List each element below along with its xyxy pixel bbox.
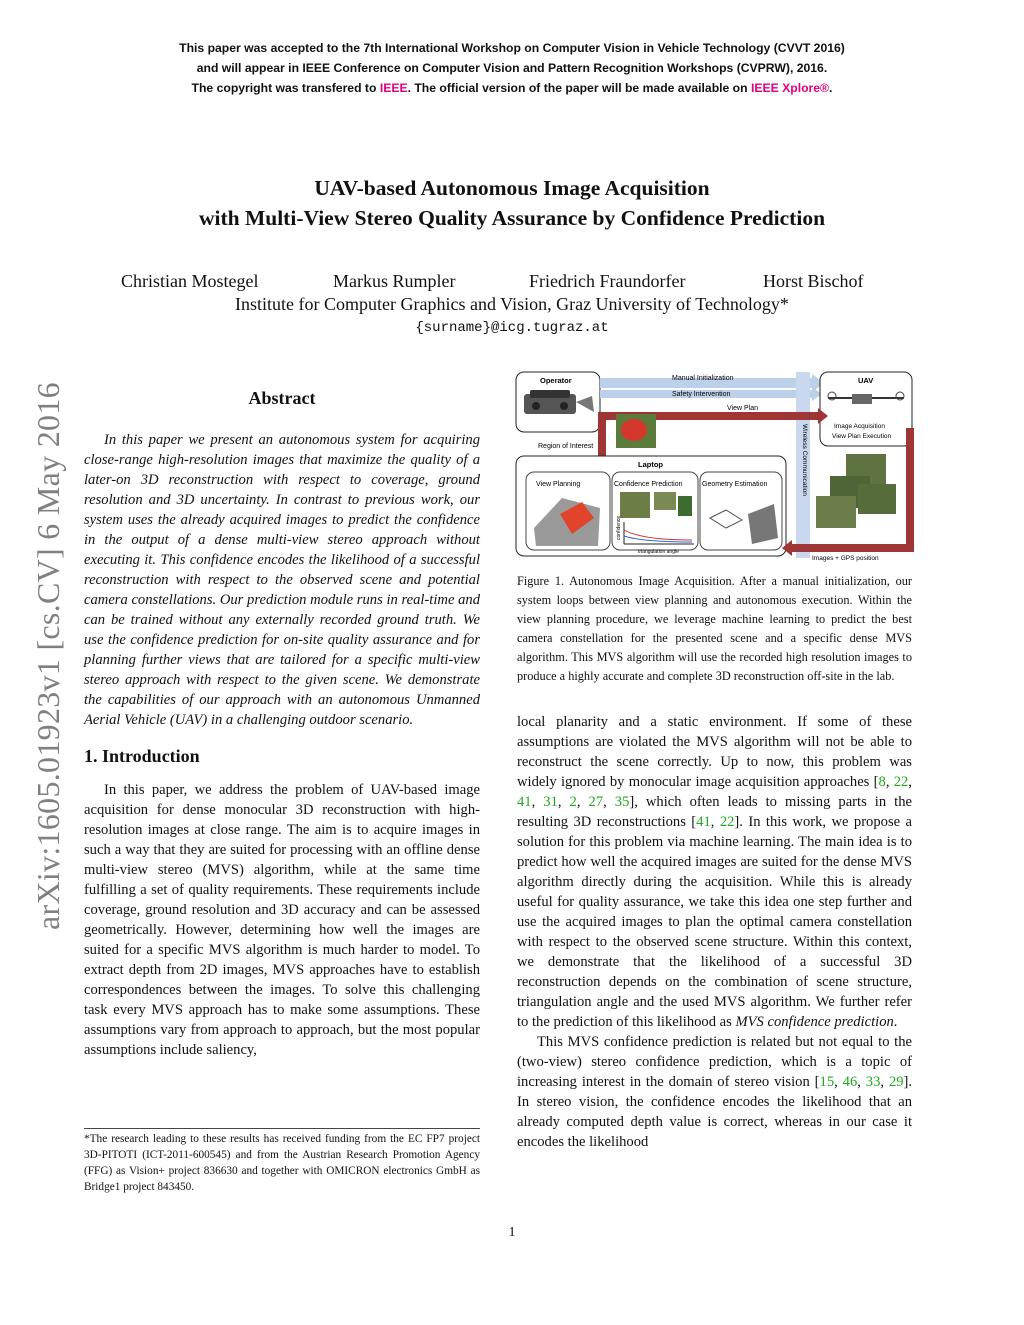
intro-paragraph: In this paper, we address the problem of UAV-based image acquisition for dense monocular 3D reconstruction with high-resolution images at close range. The aim is to acquire images in such a way that they are suited for processing with an offline dense multi-view stereo (MVS) algorithm, while at the same time fulfilling a set of quality requirements. These requirements include coverage, ground resolution and 3D accuracy and can be assessed geometrically. However, determining how well the images are suited for a specific MVS algorithm is much harder to model. To extract depth from 2D images, MVS approaches have to establish correspondences between the images. To solve this challenging task every MVS approach has to make some assumptions. These assumptions vary from approach to approach, but the most popular assumptions include saliency, (84, 782, 480, 1058)
image-acq-label: Image Acquisition (834, 423, 885, 430)
citation-link[interactable]: 46 (842, 1074, 858, 1090)
citation-link[interactable]: 35 (614, 794, 630, 810)
safety-label: Safety Intervention (672, 391, 731, 398)
citation-link[interactable]: 22 (719, 814, 735, 830)
author-name: Christian Mostegel (121, 271, 259, 291)
abstract-text: In this paper we present an autonomous system for acquiring close-range high-resolution images that maximize the quality of a later-on 3D reconstruction with respect to coverage, ground resolution and 3D uncertainty. In contrast to previous work, our system uses the already acquired images to predict the confidence in the output of a dense multi-view stereo approach without executing it. This confidence encodes the likelihood of a successful reconstruction with respect to the observed scene and potential camera constellations. Our prediction module runs in real-time and can be trained without any externally recorded ground truth. We use the confidence prediction for on-site quality assurance and for planning further views that are tailored for a specific multi-view stereo approach with respect to the given scene. We demonstrate the capabilities of our approach with an autonomous Unmanned Aerial Vehicle (UAV) in a challenging outdoor scenario. (84, 432, 480, 728)
acquired-image (816, 496, 856, 528)
arxiv-identifier: arXiv:1605.01923v1 [cs.CV] 6 May 2016 (30, 382, 66, 930)
citation-link[interactable]: 41 (517, 794, 532, 810)
triangulation-axis-label: triangulation angle (638, 549, 679, 555)
ieee-xplore-link[interactable]: IEEE Xplore® (750, 81, 830, 95)
email-address: {surname}@icg.tugraz.at (415, 320, 609, 336)
author-name: Friedrich Fraundorfer (529, 271, 686, 291)
images-gps-arrow (906, 428, 914, 552)
region-label: Region of Interest (538, 443, 594, 450)
page-number: 1 (508, 1225, 516, 1240)
operator-label: Operator (540, 376, 572, 385)
figure-1-caption: Figure 1. Autonomous Image Acquisition. After a manual initialization, our system loops between view planning and autonomous execution. Within the view planning procedure, we leverage machine learning to predict the best camera constellation for the presented scene and a specific dense MVS algorithm. This MVS algorithm will use the recorded high resolution images to produce a highly accurate and complete 3D reconstruction off-site in the lab. (517, 574, 912, 683)
body-paragraph: local planarity and a static environment. If some of these assumptions are violated the MVS algorithm will not be able to reconstruct the scene correctly. Up to now, this problem was widely ignored by monocular image acquisition approaches [8, 22, 41, 31, 2, 27, 35], which often leads to missing parts in the resulting 3D reconstructions [41, 22]. In this work, we propose a solution for this problem via machine learning. The main idea is to predict how well the acquired images are suited for the dense MVS algorithm directly during the acquisition. While this is already useful for quality assurance, we take this idea one step further and use the acquired images to plan the optimal camera constellation with respect to the observed scene structure. Within this context, we demonstrate that the likelihood of a successful 3D reconstruction depends on the combination of scene structure, triangulation angle and the used MVS algorithm. We further refer to the prediction of this likelihood as MVS confidence prediction. (517, 714, 912, 1030)
citation-link[interactable]: 8 (878, 774, 886, 790)
right-column (517, 712, 912, 1152)
citation-link[interactable]: 27 (588, 794, 604, 810)
citation-link[interactable]: 41 (696, 814, 711, 830)
affiliation: Institute for Computer Graphics and Vision, Graz University of Technology* (235, 294, 789, 314)
citation-link[interactable]: 33 (865, 1074, 881, 1090)
conf-pred-label: Confidence Prediction (614, 481, 683, 488)
paper-title: UAV-based Autonomous Image Acquisition with Multi-View Stereo Quality Assurance by Confidence Prediction (198, 176, 826, 230)
laptop-label: Laptop (638, 460, 663, 469)
ieee-link[interactable]: IEEE (379, 81, 408, 95)
view-planning-label: View Planning (536, 481, 581, 488)
banner-line-2: and will appear in IEEE Conference on Computer Vision and Pattern Recognition Workshops (CVPRW), 2016. (196, 61, 828, 75)
citation-link[interactable]: 29 (888, 1074, 904, 1090)
banner-line-1: This paper was accepted to the 7th International Workshop on Computer Vision in Vehicle Technology (CVVT 2016) (179, 41, 845, 55)
author-name: Horst Bischof (763, 271, 864, 291)
abstract-heading: Abstract (248, 388, 316, 408)
citation-link[interactable]: 2 (569, 794, 577, 810)
manual-init-label: Manual Initialization (672, 375, 734, 382)
banner-line-3: The copyright was transfered to IEEE. The official version of the paper will be made available on IEEE Xplore®. (191, 81, 833, 95)
confidence-axis-label: confidence (616, 515, 622, 540)
footnote: *The research leading to these results has received funding from the EC FP7 project 3D-PITOTI (ICT-2011-600545) and from the Austrian Research Promotion Agency (FFG) as Vision+ project 836630 and together with OMICRON electronics GmbH as Bridge1 project 843450. (84, 1128, 480, 1195)
figure-1-diagram (512, 368, 917, 566)
wireless-label: Wireless Communication (801, 424, 808, 496)
citation-link[interactable]: 31 (543, 794, 558, 810)
view-plan-exec-label: View Plan Execution (832, 433, 892, 440)
body-paragraph: This MVS confidence prediction is related but not equal to the (two-view) stereo confidence prediction, which is a topic of increasing interest in the domain of stereo vision [15, 46, 33, 29]. In stereo vision, the confidence encodes the likelihood that an already computed depth value is correct, whereas in our case it encodes the likelihood (517, 1034, 913, 1150)
acquired-image (858, 484, 896, 514)
view-plan-label: View Plan (727, 405, 759, 412)
images-gps-label: Images + GPS position (812, 555, 879, 562)
citation-link[interactable]: 15 (819, 1074, 835, 1090)
citation-link[interactable]: 22 (893, 774, 909, 790)
left-column (84, 386, 480, 1060)
uav-label: UAV (858, 376, 874, 385)
author-name: Markus Rumpler (333, 271, 456, 291)
introduction-heading: 1. Introduction (84, 746, 200, 766)
geometry-label: Geometry Estimation (702, 481, 768, 488)
acceptance-banner (0, 38, 1024, 98)
